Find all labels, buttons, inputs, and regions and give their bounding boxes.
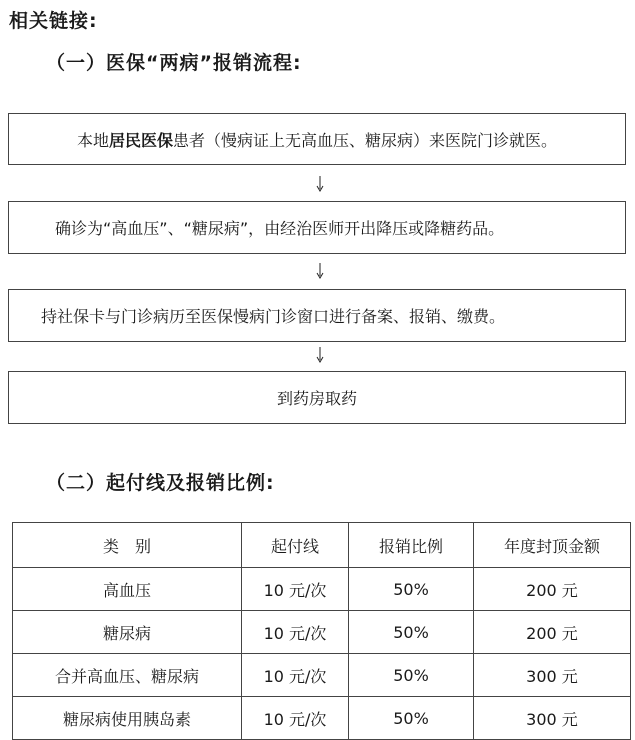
table-row	[13, 697, 631, 740]
flow-step-2	[8, 201, 626, 254]
cell-ratio: 50%	[349, 611, 474, 654]
table-header-row	[13, 523, 631, 568]
cell-ratio: 50%	[349, 654, 474, 697]
rates-table	[12, 522, 631, 740]
cell-deductible: 10 元/次	[242, 611, 349, 654]
step-1-suffix: 患者（慢病证上无高血压、糖尿病）来医院门诊就医。	[173, 130, 558, 150]
header-deductible: 起付线	[242, 523, 349, 568]
cell-category: 合并高血压、糖尿病	[13, 654, 242, 697]
step-3-text: 持社保卡与门诊病历至医保慢病门诊窗口进行备案、报销、缴费。	[41, 307, 506, 326]
rates-heading: （二）起付线及报销比例:	[46, 472, 275, 494]
down-arrow-icon	[316, 263, 324, 279]
table-row	[13, 611, 631, 654]
section-title: 相关链接:	[9, 10, 98, 32]
cell-cap: 300 元	[474, 654, 631, 697]
flow-heading: （一）医保“两病”报销流程:	[46, 52, 302, 74]
flow-step-1	[8, 113, 626, 165]
step-2-text: 确诊为“高血压”、“糖尿病”，由经治医师开出降压或降糖药品。	[55, 219, 505, 238]
flow-step-4	[8, 371, 626, 424]
cell-deductible: 10 元/次	[242, 654, 349, 697]
cell-cap: 200 元	[474, 568, 631, 611]
cell-cap: 200 元	[474, 611, 631, 654]
cell-category: 糖尿病	[13, 611, 242, 654]
flow-step-3	[8, 289, 626, 342]
table-row	[13, 654, 631, 697]
cell-category: 高血压	[13, 568, 242, 611]
header-category: 类 别	[13, 523, 242, 568]
header-ratio: 报销比例	[349, 523, 474, 568]
table-row	[13, 568, 631, 611]
cell-cap: 300 元	[474, 697, 631, 740]
cell-ratio: 50%	[349, 568, 474, 611]
cell-category: 糖尿病使用胰岛素	[13, 697, 242, 740]
step-1-bold: 居民医保	[108, 130, 173, 150]
step-1-prefix: 本地	[76, 130, 109, 150]
cell-deductible: 10 元/次	[242, 697, 349, 740]
cell-ratio: 50%	[349, 697, 474, 740]
step-4-text: 到药房取药	[276, 389, 357, 408]
header-cap: 年度封顶金额	[474, 523, 631, 568]
cell-deductible: 10 元/次	[242, 568, 349, 611]
down-arrow-icon	[316, 176, 324, 192]
down-arrow-icon	[316, 347, 324, 363]
